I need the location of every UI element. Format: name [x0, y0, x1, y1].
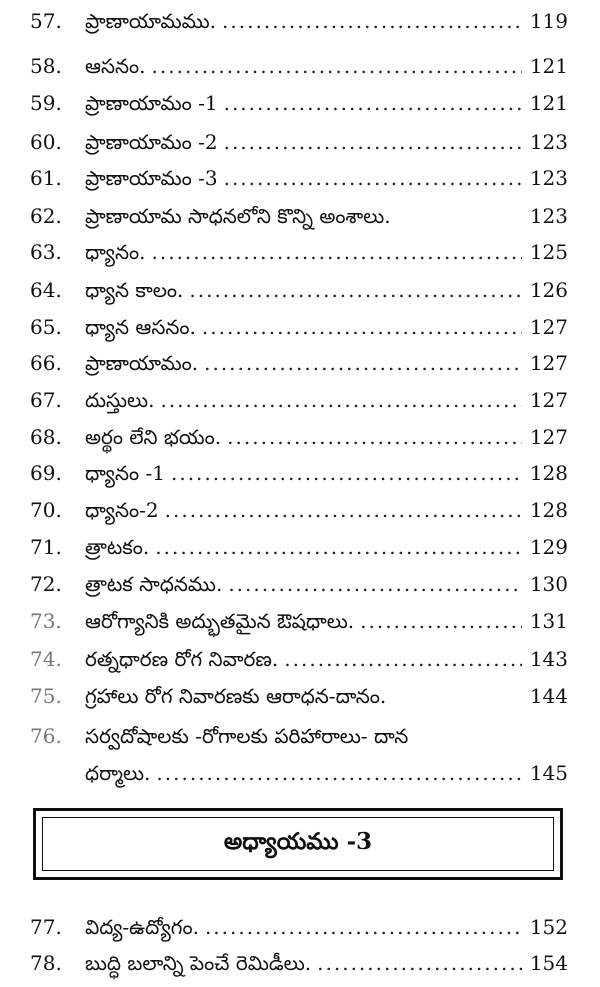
entry-page: 152 [529, 915, 568, 939]
dot-leader [284, 642, 522, 676]
entry-number: 68. [30, 425, 62, 449]
toc-entry-continuation [30, 756, 568, 790]
entry-number: 73. [30, 609, 62, 633]
entry-number: 65. [30, 315, 62, 339]
entry-number: 57. [30, 9, 62, 33]
entry-title: ప్రాణాయామం. [85, 351, 199, 375]
toc-entry [30, 161, 568, 195]
entry-title: త్రాటకం. [85, 535, 150, 559]
entry-number: 70. [30, 498, 62, 522]
entry-number: 77. [30, 915, 62, 939]
toc-entry [30, 679, 568, 713]
toc-entry [30, 567, 568, 601]
dot-leader [360, 604, 522, 638]
entry-title: ధర్మాలు. [85, 761, 151, 785]
entry-page: 129 [529, 535, 568, 559]
entry-page: 127 [529, 315, 568, 339]
entry-title: ధ్యాన ఆసనం. [85, 315, 196, 339]
toc-entry [30, 199, 568, 233]
entry-number: 71. [30, 535, 62, 559]
dot-leader [160, 383, 522, 417]
entry-page: 131 [529, 609, 568, 633]
entry-title: ధ్యానం -1 [85, 461, 165, 485]
entry-title: ధ్యానం-2 [85, 498, 159, 522]
entry-title: దుస్తులు. [85, 388, 155, 412]
toc-entry [30, 456, 568, 490]
entry-number: 64. [30, 278, 62, 302]
entry-number: 75. [30, 684, 62, 708]
entry-title: బుద్ధి బలాన్ని పెంచే రెమిడీలు. [85, 951, 312, 975]
entry-page: 121 [529, 91, 568, 115]
toc-entry [30, 946, 568, 980]
dot-leader [165, 493, 522, 527]
dot-leader [171, 456, 522, 490]
entry-title: ప్రాణాయామము. [85, 9, 217, 33]
entry-page: 123 [529, 204, 568, 228]
dot-leader [224, 86, 522, 120]
toc-entry [30, 273, 568, 307]
dot-leader [224, 125, 522, 159]
dot-leader [152, 49, 522, 83]
entry-title: రత్నధారణ రోగ నివారణ. [85, 647, 279, 671]
entry-page: 128 [529, 461, 568, 485]
entry-page: 128 [529, 498, 568, 522]
entry-page: 130 [529, 572, 568, 596]
entry-number: 62. [30, 204, 62, 228]
dot-leader [228, 567, 522, 601]
entry-number: 60. [30, 130, 62, 154]
entry-title: ధ్యాన కాలం. [85, 278, 184, 302]
entry-number: 78. [30, 951, 62, 975]
entry-title: ఆసనం. [85, 54, 146, 78]
toc-entry [30, 420, 568, 454]
dot-leader [222, 4, 522, 38]
entry-page: 123 [529, 166, 568, 190]
entry-page: 127 [529, 425, 568, 449]
entry-number: 63. [30, 240, 62, 264]
entry-page: 127 [529, 388, 568, 412]
entry-page: 144 [529, 684, 568, 708]
entry-page: 154 [529, 951, 568, 975]
toc-entry [30, 642, 568, 676]
entry-number: 76. [30, 724, 62, 748]
entry-title: గ్రహాలు రోగ నివారణకు ఆరాధన-దానం. [85, 684, 387, 708]
dot-leader [156, 756, 522, 790]
chapter-heading: అధ్యాయము -3 [223, 827, 373, 855]
entry-number: 69. [30, 461, 62, 485]
dot-leader [189, 273, 522, 307]
entry-title: ప్రాణాయామం -2 [85, 130, 218, 154]
entry-page: 119 [529, 9, 568, 33]
entry-title: ప్రాణాయామం -3 [85, 166, 218, 190]
toc-entry [30, 530, 568, 564]
entry-number: 58. [30, 54, 62, 78]
entry-page: 145 [529, 761, 568, 785]
entry-page: 143 [529, 647, 568, 671]
toc-entry [30, 86, 568, 120]
dot-leader [224, 161, 522, 195]
chapter-heading-box [33, 808, 563, 880]
entry-title: అర్థం లేని భయం. [85, 425, 222, 449]
toc-entry [30, 49, 568, 83]
toc-entry [30, 719, 568, 753]
toc-entry [30, 604, 568, 638]
entry-title: త్రాటక సాధనము. [85, 572, 223, 596]
entry-page: 123 [529, 130, 568, 154]
toc-entry [30, 910, 568, 944]
entry-title: ఆరోగ్యానికి అద్భుతమైన ఔషధాలు. [85, 609, 355, 633]
entry-page: 127 [529, 351, 568, 375]
entry-number: 59. [30, 91, 62, 115]
dot-leader [205, 910, 522, 944]
toc-entry [30, 4, 568, 38]
toc-entry [30, 383, 568, 417]
entry-number: 74. [30, 647, 62, 671]
entry-title: ధ్యానం. [85, 240, 146, 264]
entry-page: 126 [529, 278, 568, 302]
entry-title: సర్వదోషాలకు -రోగాలకు పరిహారాలు- దాన [85, 724, 409, 748]
entry-title: విద్య-ఉద్యోగం. [85, 915, 199, 939]
entry-number: 66. [30, 351, 62, 375]
entry-number: 72. [30, 572, 62, 596]
toc-entry [30, 310, 568, 344]
dot-leader [202, 310, 522, 344]
entry-number: 61. [30, 166, 62, 190]
entry-title: ప్రాణాయామం -1 [85, 91, 218, 115]
dot-leader [317, 946, 522, 980]
toc-entry [30, 346, 568, 380]
dot-leader [152, 235, 523, 269]
toc-entry [30, 125, 568, 159]
dot-leader [155, 530, 522, 564]
entry-page: 121 [529, 54, 568, 78]
toc-entry [30, 493, 568, 527]
dot-leader [227, 420, 522, 454]
entry-number: 67. [30, 388, 62, 412]
entry-title: ప్రాణాయామ సాధనలోని కొన్ని అంశాలు. [85, 204, 391, 228]
dot-leader [204, 346, 522, 380]
chapter-heading-inner-frame [42, 817, 554, 871]
toc-entry [30, 235, 568, 269]
entry-page: 125 [529, 240, 568, 264]
